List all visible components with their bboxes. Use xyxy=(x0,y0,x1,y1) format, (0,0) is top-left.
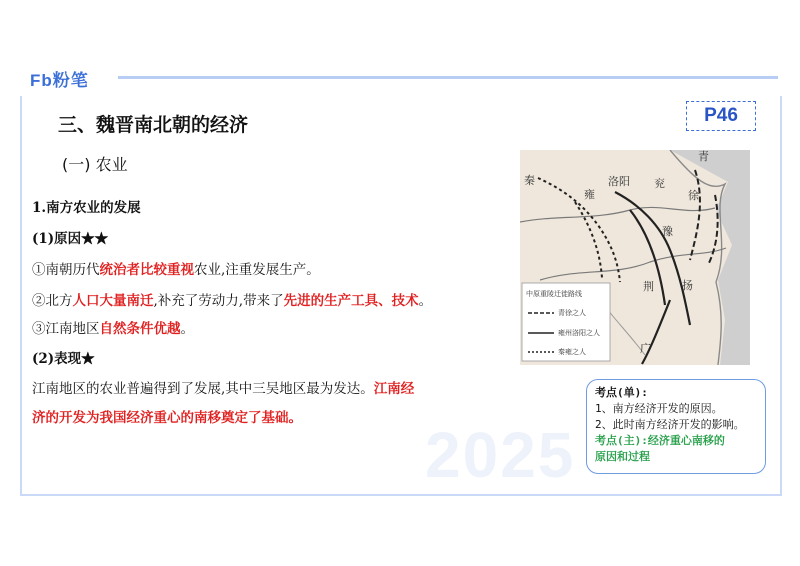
place-label: 荆 xyxy=(643,280,654,293)
legend-item: 青徐之人 xyxy=(558,309,586,317)
route-dashed-1 xyxy=(690,170,700,260)
legend-title: 中原重陵迁徙路线 xyxy=(526,290,582,298)
migration-map xyxy=(520,150,750,365)
map-drawing xyxy=(520,150,750,365)
reason-1: ①南朝历代统治者比较重视农业,注重发展生产。 xyxy=(32,262,320,278)
legend-item: 雍州洛阳之人 xyxy=(558,329,600,337)
reason-2: ②北方人口大量南迁,补充了劳动力,带来了先进的生产工具、技术。 xyxy=(32,293,433,309)
brand-logo: Fb粉笔 xyxy=(30,71,89,90)
subheading: (一) 农业 xyxy=(62,155,128,174)
manifest-line-1: 江南地区的农业普遍得到了发展,其中三吴地区最为发达。江南经 xyxy=(32,381,415,397)
note-main: 原因和过程 xyxy=(595,450,650,463)
watermark: 2025 xyxy=(425,419,576,491)
sea-area xyxy=(670,150,750,365)
reasons-heading: (1)原因★★ xyxy=(32,231,109,247)
route-dotted-1 xyxy=(538,178,620,282)
place-label: 青 xyxy=(698,150,709,163)
point-heading: 1.南方农业的发展 xyxy=(32,200,141,216)
place-label: 扬 xyxy=(682,279,693,292)
yellow-river xyxy=(520,207,715,222)
place-label: 洛阳 xyxy=(608,175,630,188)
note-main: 考点(主):经济重心南移的 xyxy=(595,434,725,447)
place-label: 雍 xyxy=(584,188,595,201)
place-label: 豫 xyxy=(662,225,673,238)
place-label: 兖 xyxy=(654,177,665,190)
exam-points-box xyxy=(586,379,766,474)
place-label: 秦 xyxy=(524,174,535,187)
manifest-heading: (2)表现★ xyxy=(32,351,95,367)
route-dashed-2 xyxy=(708,195,718,265)
page-tag: P46 xyxy=(686,101,756,131)
reason-3: ③江南地区自然条件优越。 xyxy=(32,321,194,337)
place-label: 徐 xyxy=(688,189,699,202)
note-header: 考点(单): xyxy=(595,386,648,399)
legend-item: 秦雍之人 xyxy=(558,348,586,356)
header-divider xyxy=(118,76,778,79)
manifest-line-2: 济的开发为我国经济重心的南移奠定了基础。 xyxy=(32,410,302,426)
note-item: 2、此时南方经济开发的影响。 xyxy=(595,418,745,431)
slide-title: 三、魏晋南北朝的经济 xyxy=(58,114,249,136)
place-label: 广 xyxy=(640,342,651,355)
yangtze-river xyxy=(540,248,726,280)
note-item: 1、南方经济开发的原因。 xyxy=(595,402,723,415)
route-solid-1 xyxy=(615,192,690,325)
